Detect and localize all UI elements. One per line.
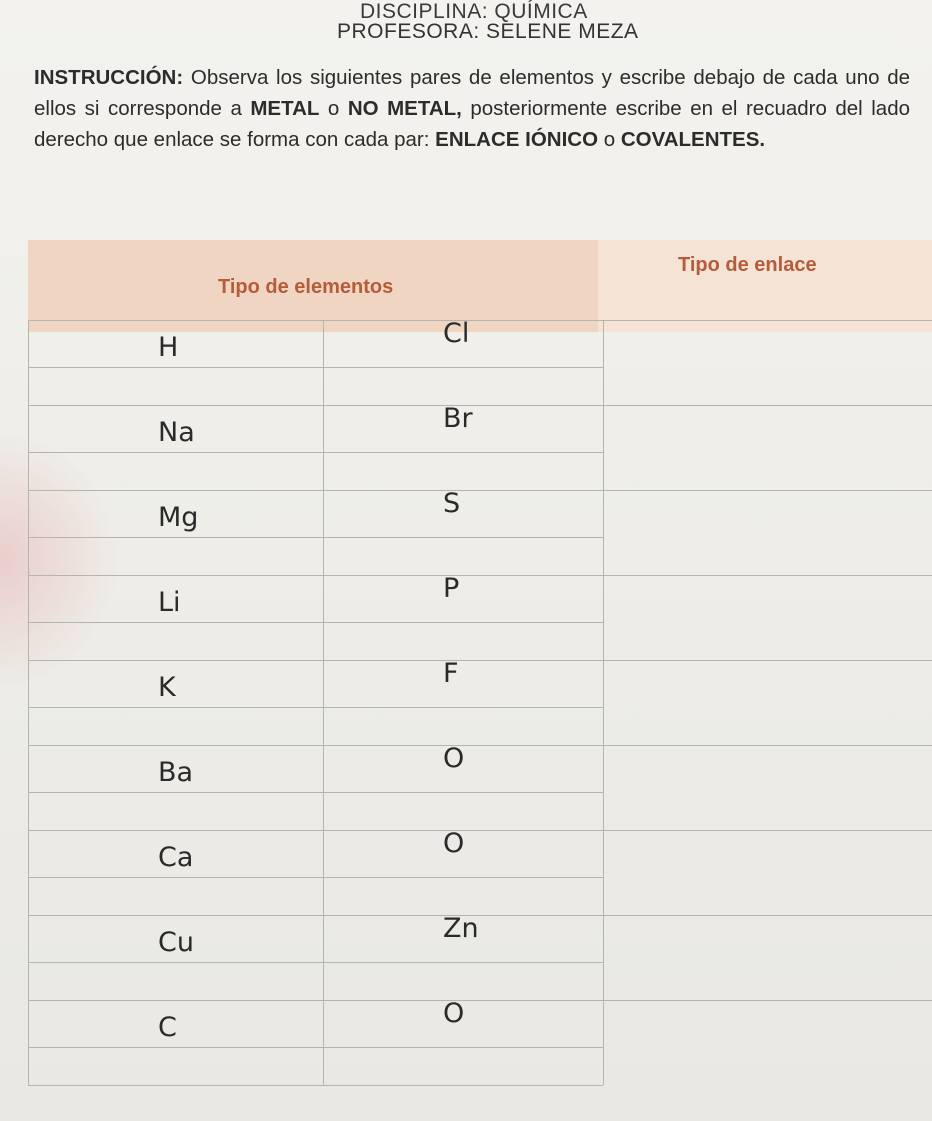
element-left: Cu [158, 927, 194, 958]
subject-title: DISCIPLINA: QUÍMICA [360, 0, 588, 23]
bond-type-answer-cell[interactable] [604, 321, 931, 404]
row-answer-line [28, 452, 603, 453]
row-answer-line [28, 1047, 603, 1048]
row-answer-line [28, 367, 603, 368]
element-right: O [443, 998, 465, 1029]
header-bond-label: Tipo de enlace [678, 254, 817, 276]
elements-table [28, 240, 932, 1090]
instruction-label: INSTRUCCIÓN: [34, 66, 184, 89]
element-left: Ba [158, 757, 194, 788]
nonmetal-keyword: NO METAL, [347, 97, 462, 120]
element-left: C [158, 1012, 177, 1043]
bond-type-answer-cell[interactable] [604, 916, 931, 999]
bond-type-answer-cell[interactable] [604, 576, 931, 659]
element-right: Zn [443, 913, 479, 944]
element-right: O [443, 828, 465, 859]
bond-type-answer-cell[interactable] [604, 1001, 931, 1084]
element-right: Br [443, 403, 473, 434]
bond-type-answer-cell[interactable] [604, 661, 931, 744]
element-right: S [443, 488, 461, 519]
metal-keyword: METAL [250, 97, 320, 120]
bond-type-answer-cell[interactable] [604, 491, 931, 574]
bond-type-answer-cell[interactable] [604, 746, 931, 829]
header-elements-label: Tipo de elementos [218, 276, 394, 298]
bond-type-answer-cell[interactable] [604, 831, 931, 914]
teacher-name: PROFESORA: SELENE MEZA [337, 20, 639, 43]
table-middle-divider [323, 320, 324, 1085]
element-right: P [443, 573, 460, 604]
instruction-text-1: Observa los siguientes pares de elementos y escribe debajo de cada uno de ellos si corresponde a [34, 66, 910, 120]
instruction-or-2: o [598, 128, 621, 151]
element-left: Li [158, 587, 181, 618]
element-left: Ca [158, 842, 194, 873]
element-right: F [443, 658, 459, 689]
row-answer-line [28, 877, 603, 878]
row-answer-line [28, 622, 603, 623]
table-bottom-border [28, 1085, 603, 1086]
table-left-border [28, 320, 29, 1085]
covalent-keyword: COVALENTES. [620, 128, 766, 151]
element-right: O [443, 743, 465, 774]
row-answer-line [28, 792, 603, 793]
bond-type-answer-cell[interactable] [604, 406, 931, 489]
instruction-or-1: o [319, 97, 348, 120]
element-left: H [158, 332, 179, 363]
row-answer-line [28, 537, 603, 538]
instruction-paragraph [34, 62, 910, 155]
row-answer-line [28, 707, 603, 708]
element-right: Cl [443, 318, 470, 349]
element-left: K [158, 672, 176, 703]
element-left: Mg [158, 502, 199, 533]
element-left: Na [158, 417, 195, 448]
ionic-keyword: ENLACE IÓNICO [435, 128, 599, 151]
instruction-text-2: posteriormente escribe en el recuadro del lado derecho que enlace se forma con cada par: [34, 97, 910, 151]
row-answer-line [28, 962, 603, 963]
